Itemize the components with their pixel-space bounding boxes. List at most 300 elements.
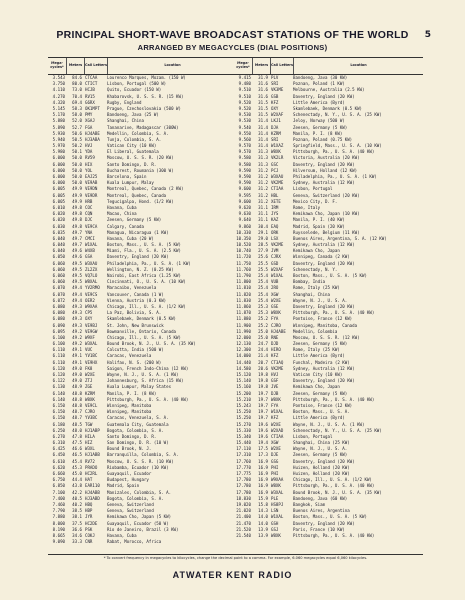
cell-megacycles: 9.590 xyxy=(238,174,251,179)
cell-location: Skamlebaek, Denmark (0.5 KW) xyxy=(107,316,177,322)
cell-call-letters: FYA xyxy=(271,316,279,322)
cell-location: Chicago, Ill., U. S. A. (5 KW) xyxy=(107,334,181,340)
cell-call-letters: PHI xyxy=(271,464,279,470)
cell-location: Prague, Czechoslovakia (500 W) xyxy=(107,105,181,111)
cell-meters: 49.3 xyxy=(72,322,82,328)
cell-call-letters: 2RO xyxy=(271,285,279,291)
cell-megacycles: 11.760 xyxy=(236,266,251,272)
cell-call-letters: VE9GW xyxy=(85,328,98,334)
cell-location: Medellin, Colombia xyxy=(293,328,338,334)
cell-megacycles: 5.980 xyxy=(52,149,65,155)
cell-location: Wayne, N. J., U. S. A. (1 KW) xyxy=(107,372,179,377)
cell-megacycles: 6.060 xyxy=(52,266,65,272)
cell-megacycles: 6.450 xyxy=(52,452,65,458)
cell-meters: 48.8 xyxy=(72,396,82,402)
cell-megacycles: 6.000 xyxy=(52,155,65,161)
cell-location: Wayne, N. J., U. S. A. xyxy=(293,297,348,303)
cell-call-letters: CTIAA xyxy=(271,433,284,439)
cell-meters: 25.6 xyxy=(258,254,268,260)
cell-megacycles: 15.140 xyxy=(236,378,251,384)
cell-megacycles: 12.130 xyxy=(236,341,251,347)
cell-megacycles: 9.590 xyxy=(238,180,251,186)
cell-location: Santo Domingo, D. R. xyxy=(107,433,157,439)
cell-location: Bound Brook, N. J. xyxy=(107,446,152,452)
cell-meters: 31.2 xyxy=(258,167,268,173)
cell-call-letters: VE9AB xyxy=(85,180,98,186)
cell-meters: 31.1 xyxy=(258,217,268,223)
cell-meters: 50.0 xyxy=(72,167,82,173)
cell-location: Schenectady, N. Y., U. S. A. (25 KW) xyxy=(293,427,382,433)
cell-call-letters: XGW xyxy=(271,291,279,297)
cell-location: Havana, Cuba xyxy=(107,204,137,210)
cell-meters: 49.3 xyxy=(72,316,82,322)
cell-megacycles: 6.035 xyxy=(52,229,65,235)
cell-location: Bandoeng, Java (25 W) xyxy=(107,112,159,118)
cell-call-letters: JYR xyxy=(85,514,93,520)
cell-call-letters: GSH xyxy=(271,520,279,526)
cell-location: Moscow, U. S. S. R. (12 KW) xyxy=(293,334,360,340)
cell-location: Manila, P. I. (40 KW) xyxy=(293,217,345,223)
header-meters: Meters xyxy=(253,58,271,74)
cell-meters: 25.0 xyxy=(258,328,268,334)
cell-megacycles: 14.000 xyxy=(236,353,251,359)
cell-call-letters: HBP xyxy=(85,508,93,514)
cell-location: Medellin, Colombia, S. A. xyxy=(107,130,169,136)
cell-meters: 49.2 xyxy=(72,328,82,334)
cell-call-letters: HRB xyxy=(85,198,93,204)
cell-meters: 16.9 xyxy=(258,483,268,489)
cell-location: Buenos Aires, Argentina, S. A. (12 KW) xyxy=(293,235,387,241)
cell-meters: 50.1 xyxy=(72,149,82,155)
cell-location: Rio de Janeiro, Brazil (3 KW) xyxy=(107,526,179,532)
cell-megacycles: 15.250 xyxy=(236,415,251,421)
cell-meters: 17.5 xyxy=(258,446,268,452)
cell-call-letters: YNA xyxy=(85,229,93,235)
cell-meters: 19.8 xyxy=(258,372,268,377)
cell-meters: 49.5 xyxy=(72,279,82,285)
cell-megacycles: 21.400 xyxy=(236,514,251,520)
cell-meters: 49.5 xyxy=(72,266,82,272)
cell-megacycles: 6.100 xyxy=(52,341,65,347)
cell-location: Bound Brook, N. J., U. S. A. (35 KW) xyxy=(293,489,382,495)
cell-megacycles: 6.110 xyxy=(52,359,65,365)
cell-meters: 49.1 xyxy=(72,347,82,353)
cell-call-letters: W2XAF xyxy=(271,266,284,272)
cell-meters: 25.4 xyxy=(258,273,268,278)
header-megacycles: Mega-cycles* xyxy=(234,58,253,74)
cell-location: Wayne, N. J., U. S. A. xyxy=(293,446,348,452)
cell-meters: 25.4 xyxy=(258,291,268,297)
cell-megacycles: 3.543 xyxy=(52,75,65,80)
cell-location: Quito, Ecuador (150 W) xyxy=(107,87,162,93)
cell-call-letters: HJ3ABD xyxy=(85,495,100,501)
cell-megacycles: 18.830 xyxy=(236,495,251,501)
cell-megacycles: 6.100 xyxy=(52,334,65,340)
cell-megacycles: 7.100 xyxy=(52,489,65,495)
cell-meters: 27.9 xyxy=(258,248,268,254)
cell-megacycles: 6.000 xyxy=(52,161,65,167)
cell-megacycles: 11.720 xyxy=(236,254,251,260)
cell-call-letters: GSJ xyxy=(271,526,279,532)
cell-megacycles: 10.520 xyxy=(236,242,251,248)
cell-megacycles: 5.170 xyxy=(52,112,65,118)
cell-meters: 25.5 xyxy=(258,260,268,266)
cell-megacycles: 15.250 xyxy=(236,409,251,415)
cell-call-letters: FGA xyxy=(85,124,93,130)
cell-call-letters: CMCI xyxy=(85,235,95,241)
cell-meters: 49.6 xyxy=(72,254,82,260)
cell-call-letters: HJ4ABE xyxy=(85,130,100,136)
cell-location: Manila, P. I. (8 KW) xyxy=(293,130,343,136)
cell-meters: 15.9 xyxy=(258,495,268,501)
cell-location: Schenectady, N. Y., U. S. A. (25 KW) xyxy=(293,112,382,118)
cell-megacycles: 6.270 xyxy=(52,433,65,439)
header-megacycles: Mega-cycles* xyxy=(48,58,67,74)
cell-meters: 48.5 xyxy=(72,421,82,427)
cell-location: Manila, P. I. (8 KW) xyxy=(107,390,157,396)
cell-meters: 49.7 xyxy=(72,229,82,235)
cell-location: Philadelphia, Pa., U. S. A. (1 KW) xyxy=(293,174,377,179)
cell-call-letters: W1XAL xyxy=(271,273,284,278)
cell-location: Daventry, England (20 KW) xyxy=(293,93,355,99)
cell-megacycles: 6.090 xyxy=(52,322,65,328)
cell-call-letters: CJRX xyxy=(271,254,281,260)
cell-meters: 33.3 xyxy=(72,539,82,545)
cell-megacycles: 5.890 xyxy=(52,124,65,130)
cell-meters: 38.1 xyxy=(72,514,82,520)
cell-location: Pittsburgh, Pa., U. S. A. (40 KW) xyxy=(293,149,375,155)
cell-call-letters: YV2RMO xyxy=(85,285,100,291)
cell-meters: 31.3 xyxy=(258,161,268,167)
cell-location: Springfield, Mass., U. S. A. (10 KW) xyxy=(293,143,382,149)
cell-call-letters: DJC xyxy=(85,217,93,223)
cell-call-letters: LSX xyxy=(271,235,279,241)
cell-megacycles: 6.122 xyxy=(52,378,65,384)
cell-meters: 25.3 xyxy=(258,303,268,309)
cell-location: Zeesen, Germany (5 KW) xyxy=(107,217,162,223)
cell-meters: 50.2 xyxy=(72,143,82,149)
cell-call-letters: DJE xyxy=(271,452,279,458)
cell-megacycles: 10.740 xyxy=(236,248,251,254)
right-table-header xyxy=(234,58,423,75)
cell-call-letters: W9XF xyxy=(85,334,95,340)
cell-megacycles: 9.540 xyxy=(238,124,251,130)
cell-call-letters: CTIAA xyxy=(271,186,284,192)
cell-meters: 49.5 xyxy=(72,260,82,266)
cell-location: Boston, Mass., U. S. A. xyxy=(293,409,350,415)
cell-megacycles: 6.030 xyxy=(52,223,65,229)
cell-meters: 31.4 xyxy=(258,124,268,130)
cell-meters: 50.0 xyxy=(72,155,82,161)
cell-meters: 40.2 xyxy=(72,501,82,507)
cell-meters: 16.9 xyxy=(258,477,268,483)
cell-megacycles: 6.072 xyxy=(52,297,65,303)
cell-location: La Paz, Bolivia, S. A. xyxy=(107,310,162,316)
cell-location: Nairobi, East Africa (1.25 KW) xyxy=(107,273,181,278)
cell-megacycles: 9.510 xyxy=(238,87,251,93)
cell-megacycles: 7.880 xyxy=(52,514,65,520)
cell-megacycles: 15.210 xyxy=(236,396,251,402)
cell-location: Saigon, French Indo-China (12 KW) xyxy=(107,365,189,371)
cell-location: Vatican City (10 KW) xyxy=(107,143,157,149)
cell-meters: 38.5 xyxy=(72,508,82,514)
cell-meters: 50.5 xyxy=(72,136,82,142)
cell-location: Shanghai, China (25 KW) xyxy=(293,440,350,446)
cell-call-letters: RV72 xyxy=(85,458,95,464)
cell-location: Bandoeng, Java (30 KW) xyxy=(293,75,348,80)
cell-meters: 49.8 xyxy=(72,204,82,210)
cell-megacycles: 11.990 xyxy=(236,328,251,334)
cell-location: Kuala Lumpur, Malay xyxy=(107,180,154,186)
cell-megacycles: 6.060 xyxy=(52,279,65,285)
cell-megacycles: 9.590 xyxy=(238,167,251,173)
cell-call-letters: YV1BC xyxy=(85,353,98,359)
cell-meters: 20.6 xyxy=(258,365,268,371)
cell-megacycles: 8.000 xyxy=(52,520,65,526)
cell-location: Pittsburgh, Pa., U. S. A. (40 KW) xyxy=(293,483,375,489)
cell-meters: 49.8 xyxy=(72,223,82,229)
cell-call-letters: CQN xyxy=(85,211,93,217)
cell-meters: 19.4 xyxy=(258,440,268,446)
cell-meters: 49.7 xyxy=(72,242,82,248)
header-call-letters: Call Letters xyxy=(271,58,294,74)
cell-location: Macao, China xyxy=(107,211,137,217)
cell-meters: 17.3 xyxy=(258,452,268,458)
cell-call-letters: VK2LR xyxy=(271,155,284,161)
cell-location: Lisbon, Portugal (500 W) xyxy=(107,81,167,87)
cell-location: Cincinnati, O., U. S. A. (10 KW) xyxy=(107,279,186,285)
cell-call-letters: YV3BC xyxy=(85,415,98,421)
cell-meters: 70.4 xyxy=(72,93,82,99)
cell-megacycles: 17.775 xyxy=(236,471,251,476)
cell-location: Barcelona, Spain xyxy=(107,174,147,179)
cell-megacycles: 6.040 xyxy=(52,248,65,254)
cell-megacycles: 6.060 xyxy=(52,260,65,266)
cell-megacycles: 6.000 xyxy=(52,174,65,179)
cell-call-letters: W2XAF xyxy=(271,112,284,118)
cell-call-letters: W3XAL xyxy=(85,341,98,347)
cell-call-letters: OXY xyxy=(85,316,93,322)
cell-megacycles: 11.810 xyxy=(236,285,251,291)
cell-call-letters: W9XAA xyxy=(85,303,98,309)
cell-megacycles: 11.880 xyxy=(236,316,251,322)
cell-location: Bogota, Colombia, S. A. xyxy=(107,427,164,433)
cell-location: Kemikawa Cho, Japan xyxy=(293,384,340,390)
cell-call-letters: HJ1ABB xyxy=(85,452,100,458)
cell-call-letters: W8XK xyxy=(271,532,281,538)
cell-megacycles: 6.040 xyxy=(52,235,65,241)
cell-location: Daventry, England (20 KW) xyxy=(293,458,355,464)
cell-meters: 19.7 xyxy=(258,409,268,415)
cell-meters: 30.4 xyxy=(258,223,268,229)
left-table xyxy=(48,57,237,555)
cell-location: Chicago, Ill., U. S. A. (1/2 KW) xyxy=(293,477,372,483)
cell-location: Pittsburgh, Pa., U. S. A. (40 KW) xyxy=(107,396,189,402)
cell-call-letters: HIX xyxy=(85,161,93,167)
cell-location: Guayaquil, Ecuador (50 W) xyxy=(107,520,169,526)
cell-megacycles: 6.150 xyxy=(52,409,65,415)
cell-meters: 48.0 xyxy=(72,427,82,433)
cell-location: Tananarive, Madagascar (300W) xyxy=(107,124,179,130)
cell-call-letters: DJD xyxy=(271,341,279,347)
cell-megacycles: 17.760 xyxy=(236,458,251,464)
cell-location: Lisbon, Portugal xyxy=(293,186,333,192)
cell-megacycles: 6.095 xyxy=(52,328,65,334)
cell-call-letters: HVJ xyxy=(271,372,279,377)
cell-meters: 45.4 xyxy=(72,458,82,464)
cell-meters: 69.4 xyxy=(72,99,82,105)
cell-meters: 48.8 xyxy=(72,402,82,408)
cell-location: El Liberal, Guatemala xyxy=(107,149,159,155)
cell-meters: 50.0 xyxy=(72,180,82,186)
cell-call-letters: W8XK xyxy=(271,396,281,402)
cell-meters: 48.9 xyxy=(72,384,82,390)
cell-meters: 31.4 xyxy=(258,143,268,149)
cell-megacycles: 5.145 xyxy=(52,105,65,111)
cell-megacycles: 15.330 xyxy=(236,427,251,433)
cell-location: St. John, New Brunswick xyxy=(107,322,164,328)
cell-location: Calcutta, India (500 W) xyxy=(107,347,164,353)
table-row xyxy=(234,533,423,539)
cell-megacycles: 6.250 xyxy=(52,427,65,433)
cell-meters: 31.2 xyxy=(258,180,268,186)
cell-megacycles: 11.830 xyxy=(236,297,251,303)
cell-meters: 47.8 xyxy=(72,433,82,439)
page-subtitle: ARRANGED BY MEGACYCLES (DIAL POSITIONS) xyxy=(137,43,328,52)
cell-call-letters: ZL2ZX xyxy=(85,266,98,272)
cell-location: Bangkok, Siam xyxy=(293,501,326,507)
cell-call-letters: YDA xyxy=(85,149,93,155)
cell-call-letters: W2XE xyxy=(271,421,281,427)
cell-meters: 25.0 xyxy=(258,334,268,340)
cell-meters: 31.6 xyxy=(258,87,268,93)
cell-megacycles: 15.270 xyxy=(236,421,251,427)
cell-meters: 25.4 xyxy=(258,297,268,303)
cell-meters: 25.2 xyxy=(258,316,268,322)
cell-location: Melbourne, Australia (2.5 KW) xyxy=(293,87,365,93)
cell-call-letters: W8XK xyxy=(85,396,95,402)
cell-call-letters: KZRM xyxy=(271,130,281,136)
cell-meters: 31.5 xyxy=(258,112,268,118)
cell-meters: 19.8 xyxy=(258,378,268,384)
cell-location: Winnipeg, Canada (2 KW) xyxy=(293,254,350,260)
cell-call-letters: GSG xyxy=(271,458,279,464)
cell-meters: 14.0 xyxy=(258,514,268,520)
cell-location: Santo Domingo, D. R. xyxy=(107,161,157,167)
cell-megacycles: 6.020 xyxy=(52,211,65,217)
cell-megacycles: 21.520 xyxy=(236,526,251,532)
cell-meters: 13.9 xyxy=(258,526,268,532)
cell-call-letters: W3XL xyxy=(85,446,95,452)
cell-call-letters: OER2 xyxy=(85,297,95,303)
cell-location: Daventry, England (20 KW) xyxy=(107,254,169,260)
cell-location: Daventry, England (20 KW) xyxy=(293,378,355,384)
cell-meters: 49.4 xyxy=(72,297,82,303)
cell-location: Rome, Italy (25 KW) xyxy=(293,285,340,291)
cell-call-letters: W8XK xyxy=(271,483,281,489)
cell-call-letters: VE9CA xyxy=(85,223,98,229)
cell-call-letters: COC xyxy=(85,204,93,210)
cell-meters: 34.6 xyxy=(72,532,82,538)
cell-call-letters: HJ3ABA xyxy=(85,136,100,142)
cell-meters: 25.4 xyxy=(258,279,268,285)
cell-location: Philadelphia, Pa., U. S. A. (1 KW) xyxy=(107,260,191,266)
cell-meters: 49.0 xyxy=(72,372,82,377)
cell-megacycles: 17.780 xyxy=(236,489,251,495)
cell-meters: 49.4 xyxy=(72,285,82,291)
cell-meters: 16.9 xyxy=(258,471,268,476)
cell-location: Wayne, N. J., U. S. A. (1 KW) xyxy=(293,421,365,427)
cell-meters: 28.5 xyxy=(258,242,268,248)
cell-meters: 49.1 xyxy=(72,353,82,359)
cell-call-letters: CTICT xyxy=(85,81,98,87)
cell-meters: 29.0 xyxy=(258,235,268,241)
cell-megacycles: 15.440 xyxy=(236,440,251,446)
cell-megacycles: 5.940 xyxy=(52,136,65,142)
cell-location: Jeloy, Norway (500 W) xyxy=(293,118,345,124)
cell-megacycles: 6.080 xyxy=(52,310,65,316)
cell-megacycles: 9.600 xyxy=(238,198,251,204)
cell-meters: 50.6 xyxy=(72,130,82,136)
cell-meters: 19.6 xyxy=(258,421,268,427)
cell-megacycles: 15.243 xyxy=(236,402,251,408)
cell-meters: 49.0 xyxy=(72,365,82,371)
cell-call-letters: SRI xyxy=(271,136,279,142)
cell-location: Lisbon, Portugal xyxy=(293,433,333,439)
cell-location: Khabarovsk, U. S. S. R. (15 KW) xyxy=(107,93,184,99)
cell-location: Little America (Byrd) xyxy=(293,415,345,421)
cell-megacycles: 8.665 xyxy=(52,532,65,538)
brand-footer: ATWATER KENT RADIO xyxy=(172,570,293,580)
cell-call-letters: OK1MPT xyxy=(85,105,100,111)
cell-call-letters: VE9CS xyxy=(85,291,98,297)
cell-megacycles: 9.520 xyxy=(238,99,251,105)
cell-call-letters: G6RX xyxy=(85,99,95,105)
cell-call-letters: HILA xyxy=(85,433,95,439)
cell-megacycles: 8.190 xyxy=(52,526,65,532)
cell-megacycles: 4.110 xyxy=(52,87,65,93)
cell-megacycles: 6.660 xyxy=(52,471,65,476)
cell-meters: 49.2 xyxy=(72,334,82,340)
cell-meters: 21.4 xyxy=(258,353,268,359)
cell-call-letters: KFZ xyxy=(271,415,279,421)
cell-location: Rome, Italy xyxy=(293,204,321,210)
cell-meters: 31.2 xyxy=(258,186,268,192)
cell-call-letters: HS8PJ xyxy=(271,501,284,507)
cell-megacycles: 15.340 xyxy=(236,433,251,439)
cell-megacycles: 6.140 xyxy=(52,396,65,402)
cell-call-letters: W8XK xyxy=(271,149,281,155)
cell-megacycles: 9.595 xyxy=(238,192,251,198)
cell-meters: 42.2 xyxy=(72,489,82,495)
cell-call-letters: W8XK xyxy=(271,310,281,316)
cell-location: Managua, Nicaragua (1 KW) xyxy=(107,229,169,235)
cell-meters: 44.4 xyxy=(72,477,82,483)
header-location: Location xyxy=(350,63,367,68)
cell-location: Shanghai, China xyxy=(107,118,144,124)
cell-meters: 14.3 xyxy=(258,508,268,514)
cell-call-letters: CJRO xyxy=(85,409,95,415)
cell-location: Geneva, Switzerland xyxy=(107,508,154,514)
cell-location: Sydney, Australia (12 KW) xyxy=(293,180,355,186)
cell-megacycles: 6.000 xyxy=(52,180,65,186)
cell-location: Mexico City, D. F. xyxy=(293,198,338,204)
cell-megacycles: 12.000 xyxy=(236,334,251,340)
cell-megacycles: 9.580 xyxy=(238,161,251,167)
cell-location: Chicago, Ill., U. S. A. (1/2 KW) xyxy=(107,303,186,309)
cell-call-letters: HVJ xyxy=(85,143,93,149)
cell-megacycles: 6.610 xyxy=(52,458,65,464)
